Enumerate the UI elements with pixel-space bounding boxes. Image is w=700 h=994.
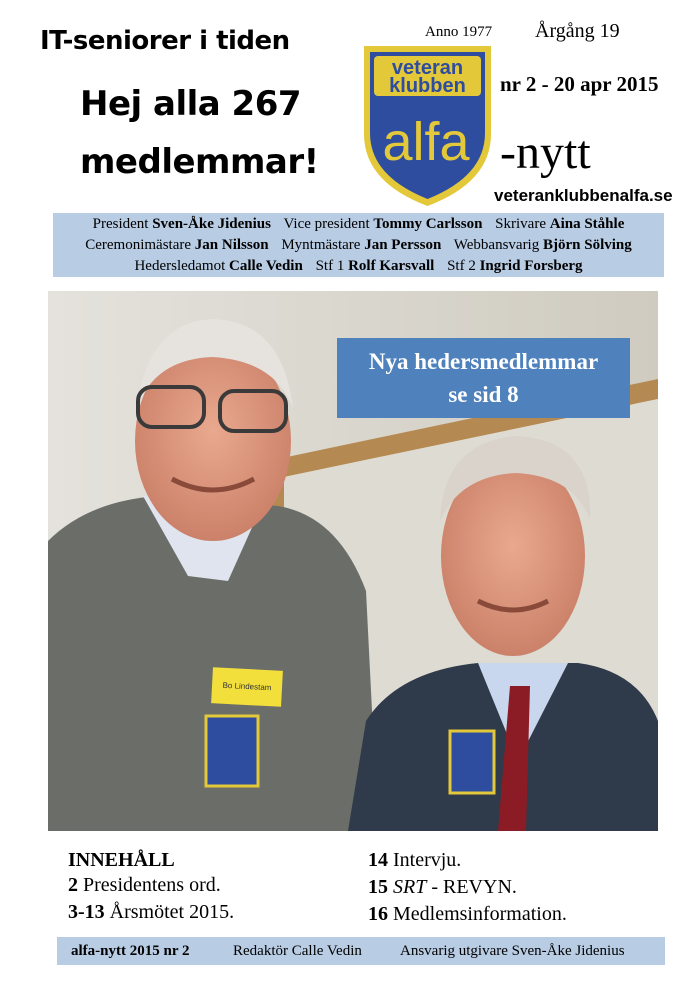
logo-word: alfa bbox=[382, 112, 470, 172]
officer-role: Stf 2 bbox=[447, 258, 476, 274]
officer-name: Calle Vedin bbox=[229, 258, 303, 274]
contents-item bbox=[368, 849, 461, 872]
footer-band bbox=[57, 937, 665, 965]
footer-publisher: Ansvarig utgivare Sven-Åke Jidenius bbox=[400, 943, 625, 959]
issue-date: nr 2 - 20 apr 2015 bbox=[500, 72, 659, 96]
officer-name: Jan Nilsson bbox=[194, 237, 269, 253]
contents-page: 16 bbox=[368, 903, 388, 925]
officers-band bbox=[53, 213, 664, 277]
contents-item bbox=[68, 874, 221, 897]
officer-role: Myntmästare bbox=[281, 237, 361, 253]
contents-text: Årsmötet 2015. bbox=[109, 901, 235, 923]
contents-text: Intervju. bbox=[393, 849, 462, 871]
badge-name: Bo Lindestam bbox=[222, 680, 272, 693]
officer-name: Rolf Karsvall bbox=[348, 258, 435, 274]
officer-role: Stf 1 bbox=[315, 258, 345, 274]
callout-line-2: se sid 8 bbox=[448, 382, 519, 407]
officer-name: Sven-Åke Jidenius bbox=[152, 216, 271, 232]
officers-row-3 bbox=[53, 256, 664, 277]
contents-page: 2 bbox=[68, 874, 78, 896]
greeting-line-1: Hej alla 267 bbox=[80, 84, 302, 124]
contents-text: - REVYN. bbox=[426, 876, 517, 898]
greeting-line-2: medlemmar! bbox=[80, 142, 319, 182]
contents-item bbox=[68, 901, 234, 924]
contents-item bbox=[368, 876, 517, 899]
title-suffix: -nytt bbox=[500, 126, 591, 179]
contents-item bbox=[368, 903, 567, 926]
officer-name: Ingrid Forsberg bbox=[479, 258, 583, 274]
contents-text-italic: SRT bbox=[393, 876, 427, 898]
officer-name: Tommy Carlsson bbox=[373, 216, 483, 232]
officer-name: Björn Sölving bbox=[542, 237, 632, 253]
officer-role: President bbox=[92, 216, 149, 232]
officer-role: Webbansvarig bbox=[453, 237, 540, 253]
tagline: IT-seniorer i tiden bbox=[40, 26, 290, 56]
logo-line-1: veteran bbox=[391, 57, 464, 79]
logo-line-2: klubben bbox=[389, 75, 466, 97]
officer-role: Vice president bbox=[283, 216, 370, 232]
officers-row-1 bbox=[53, 214, 664, 235]
footer-issue: alfa-nytt 2015 nr 2 bbox=[71, 943, 190, 959]
website-address: veteranklubbenalfa.se bbox=[494, 186, 673, 205]
officer-role: Hedersledamot bbox=[134, 258, 226, 274]
officer-name: Jan Persson bbox=[364, 237, 442, 253]
club-logo bbox=[360, 42, 495, 210]
callout-box bbox=[337, 338, 630, 418]
volume-number: Årgång 19 bbox=[535, 20, 620, 42]
officers-row-2 bbox=[53, 235, 664, 256]
contents-text: Presidentens ord. bbox=[83, 874, 221, 896]
contents-title: INNEHÅLL bbox=[68, 849, 175, 871]
footer-editor: Redaktör Calle Vedin bbox=[233, 943, 362, 959]
officer-role: Skrivare bbox=[495, 216, 546, 232]
contents-text: Medlemsinformation. bbox=[393, 903, 567, 925]
contents-page: 15 bbox=[368, 876, 388, 898]
callout-line-1: Nya hedersmedlemmar bbox=[368, 349, 599, 374]
contents-page: 3-13 bbox=[68, 901, 105, 923]
contents-page: 14 bbox=[368, 849, 388, 871]
officer-role: Ceremonimästare bbox=[85, 237, 192, 253]
officer-name: Aina Ståhle bbox=[549, 216, 625, 232]
founding-year: Anno 1977 bbox=[425, 24, 493, 40]
